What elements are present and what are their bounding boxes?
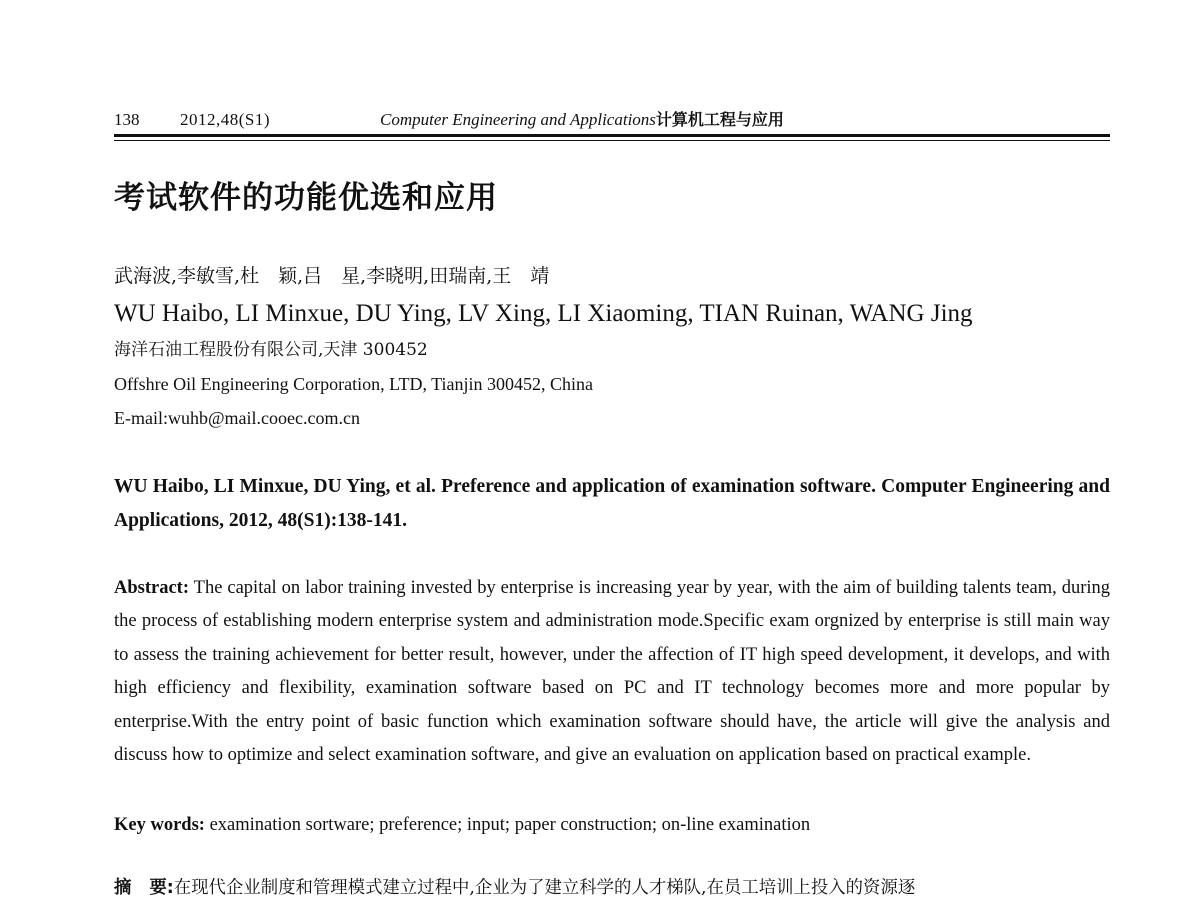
author-email: E-mail:wuhb@mail.cooec.com.cn [114,408,360,428]
chinese-abstract [114,872,1110,904]
affiliation-chinese: 海洋石油工程股份有限公司,天津 300452 [114,340,428,360]
journal-name-cn: 计算机工程与应用 [655,110,784,129]
running-header [114,108,1110,132]
page-number: 138 [114,110,140,129]
paper-title: 考试软件的功能优选和应用 [114,180,498,216]
journal-name-en: Computer Engineering and Applications [380,110,656,129]
keywords-text: examination sortware; preference; input; paper construction; on-line examination [209,815,811,835]
affiliation-english: Offshre Oil Engineering Corporation, LTD, Tianjin 300452, China [114,374,593,394]
abstract-paragraph [114,572,1110,772]
keywords-label: Key words: [114,815,205,835]
chinese-abstract-label-1: 摘 [114,878,132,898]
journal-name [380,108,784,132]
authors-chinese: 武海波,李敏雪,杜 颖,吕 星,李晓明,田瑞南,王 靖 [114,265,550,287]
header-rule-thick [114,134,1110,137]
abstract-text: The capital on labor training invested by enterprise is increasing year by year, with the aim of building talents team, during the process of establishing modern enterprise system and administration mode.Specific exam orgnized by enterprise is still main way to assess the training achievement for better result, however, under the affection of IT high speed development, it develops, and with high efficiency and flexibility, examination software based on PC and IT technology becomes more and more popular by enterprise.With the entry point of basic function which examination software should have, the article will give the analysis and discuss how to optimize and select examination software, and give an evaluation on application based on practical example. [114,578,1110,766]
abstract-label: Abstract: [114,578,190,598]
chinese-abstract-label-2: 要: [149,878,174,898]
chinese-abstract-text: 在现代企业制度和管理模式建立过程中,企业为了建立科学的人才梯队,在员工培训上投入的资源逐 [173,878,916,898]
keywords-line [114,810,1110,840]
issue-info: 2012,48(S1) [180,110,271,129]
header-rule-thin [114,140,1110,141]
citation-block: WU Haibo, LI Minxue, DU Ying, et al. Preference and application of examination software. Computer Engineering and Applications, 2012, 48(S1):138-141. [114,476,1110,531]
authors-english: WU Haibo, LI Minxue, DU Ying, LV Xing, LI Xiaoming, TIAN Ruinan, WANG Jing [114,300,973,327]
